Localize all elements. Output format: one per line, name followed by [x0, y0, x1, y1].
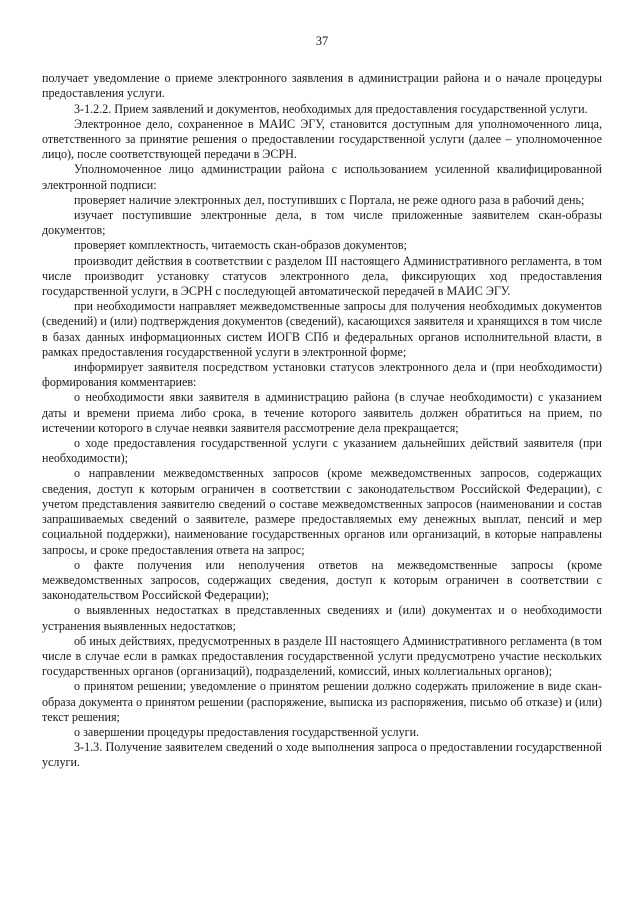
- paragraph: при необходимости направляет межведомственные запросы для получения необходимых документов (сведений) и (или) подтверждения документов (сведений), касающихся заявителя и хранящихся в том числе в базах данных информационных систем ИОГВ СПб и федеральных органов исполнительной власти, в рамках предоставления государственной услуги в электронной форме;: [42, 299, 602, 359]
- paragraph: 3-1.2.2. Прием заявлений и документов, необходимых для предоставления государственной услуги.: [74, 101, 588, 116]
- paragraph: о необходимости явки заявителя в администрацию района (в случае необходимости) с указанием даты и времени приема либо срока, в течение которого заявитель должен обратиться на прием, по истечении которого в случае неявки заявителя рассмотрение дела прекращается;: [42, 390, 602, 435]
- paragraph: о выявленных недостатках в представленных сведениях и (или) документах и о необходимости устранения выявленных недостатков;: [42, 603, 602, 633]
- paragraph: Уполномоченное лицо администрации района с использованием усиленной квалифицированной электронной подписи:: [42, 162, 602, 192]
- paragraph: о завершении процедуры предоставления государственной услуги.: [74, 724, 420, 739]
- paragraph: о факте получения или неполучения ответов на межведомственные запросы (кроме межведомственных запросов, содержащих сведения, доступ к которым ограничен в соответствии с законодательством Российской Федерации);: [42, 557, 602, 603]
- paragraph: изучает поступившие электронные дела, в том числе приложенные заявителем скан-образы документов;: [42, 208, 602, 238]
- paragraph: проверяет комплектность, читаемость скан-образов документов;: [74, 238, 407, 253]
- paragraph: о принятом решении; уведомление о принятом решении должно содержать приложение в виде скан-образа документа о принятом решении (распоряжение, выписка из распоряжения, письмо об отказе) и (или) текст решения;: [42, 679, 602, 724]
- paragraph: 3-1.3. Получение заявителем сведений о ходе выполнения запроса о предоставлении государственной услуги.: [42, 740, 602, 770]
- paragraph: об иных действиях, предусмотренных в разделе III настоящего Административного регламента (в том числе в случае если в рамках предоставления государственной услуги предусмотрено участие нескольких государственных органов (организаций), подразделений, комиссий, иных коллегиальных органов);: [42, 633, 602, 679]
- page-number: 37: [315, 34, 329, 48]
- paragraph: получает уведомление о приеме электронного заявления в администрации района и о начале процедуры предоставления услуги.: [42, 71, 602, 101]
- paragraph: производит действия в соответствии с разделом III настоящего Административного регламента, в том числе производит установку статусов электронного дела, фиксирующих ход предоставления государственной услуги, в ЭСРН с последующей автоматической передачей в МАИС ЭГУ.: [42, 253, 602, 299]
- paragraph: информирует заявителя посредством установки статусов электронного дела и (при необходимости) формирования комментариев:: [42, 360, 602, 390]
- paragraph: Электронное дело, сохраненное в МАИС ЭГУ, становится доступным для уполномоченного лица, ответственного за принятие решения о предоставлении государственной услуги (далее – уполномоченное лицо), после соответствующей передачи в ЭСРН.: [42, 116, 602, 162]
- document-body: [42, 71, 602, 770]
- paragraph: проверяет наличие электронных дел, поступивших с Портала, не реже одного раза в рабочий день;: [74, 192, 585, 207]
- paragraph: о ходе предоставления государственной услуги с указанием дальнейших действий заявителя (при необходимости);: [42, 436, 602, 466]
- paragraph: о направлении межведомственных запросов (кроме межведомственных запросов, содержащих сведения, доступ к которым ограничен в соответствии с законодательством Российской Федерации), с учетом представления заявителю сведений о составе межведомственных запросов (наименовании и состав запрашиваемых сведений о заявителе, размере предоставляемых ему денежных выплат, пенсий и мер социальной поддержки), наименование государственных органов или организаций, в которые направлены запросы, и сроке предоставления ответа на запрос;: [42, 466, 602, 557]
